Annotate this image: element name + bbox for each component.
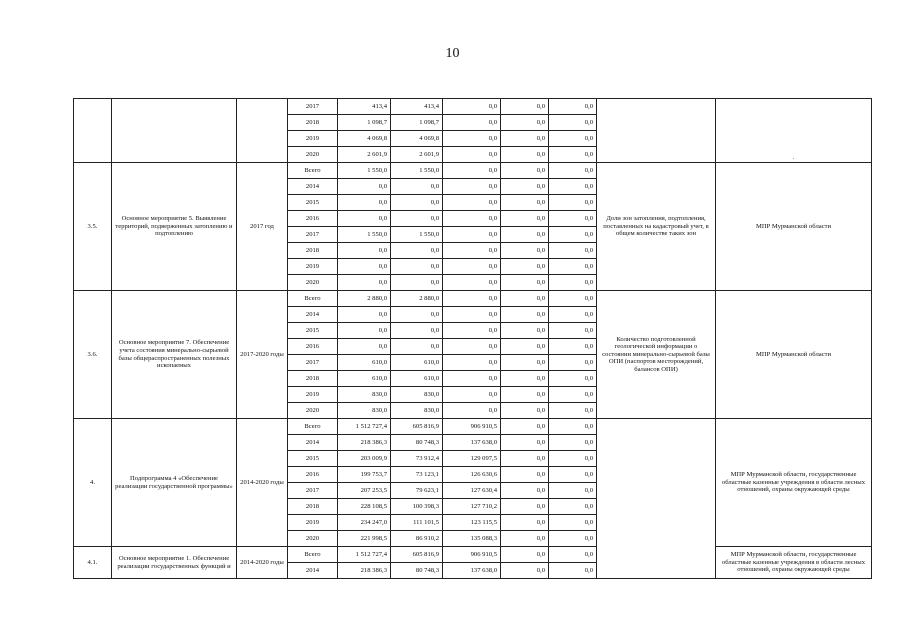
year-cell: 2017 [288,483,338,499]
amount-cell: 0,0 [501,259,549,275]
amount-cell: 0,0 [338,179,391,195]
item-name: Основное мероприятие 1. Обеспечение реализации государственных функций и [112,547,237,579]
item-name: Основное мероприятие 5. Выявление территорий, подверженных затоплению и подтоплению [112,163,237,291]
amount-cell: 0,0 [549,291,597,307]
amount-cell: 0,0 [549,131,597,147]
amount-cell: 100 398,3 [391,499,443,515]
amount-cell: 86 910,2 [391,531,443,547]
amount-cell: 0,0 [501,179,549,195]
amount-cell: 610,0 [391,371,443,387]
amount-cell: 0,0 [501,99,549,115]
amount-cell: 0,0 [501,147,549,163]
item-executor: МПР Мурманской области, государственные областные казенные учреждения в области лесных отношений, охраны окружающей среды [716,547,872,579]
amount-cell: 0,0 [549,419,597,435]
table-row [74,291,872,307]
amount-cell: 0,0 [549,435,597,451]
amount-cell: 0,0 [501,547,549,563]
year-cell: 2018 [288,371,338,387]
amount-cell: 0,0 [549,515,597,531]
amount-cell: 80 748,3 [391,435,443,451]
amount-cell: 0,0 [501,339,549,355]
item-period: 2017-2020 годы [237,291,288,419]
amount-cell: 413,4 [391,99,443,115]
year-cell: 2020 [288,531,338,547]
item-number: 4. [74,419,112,547]
amount-cell: 1 550,0 [391,227,443,243]
amount-cell: 830,0 [391,387,443,403]
amount-cell: 0,0 [501,467,549,483]
item-executor: МПР Мурманской области [716,163,872,291]
table-body [74,99,872,579]
item-executor: МПР Мурманской области [716,291,872,419]
amount-cell: 0,0 [391,339,443,355]
amount-cell: 137 638,0 [443,563,501,579]
amount-cell: 1 550,0 [338,227,391,243]
amount-cell: 0,0 [443,291,501,307]
amount-cell: 605 816,9 [391,547,443,563]
year-cell: 2016 [288,211,338,227]
amount-cell: 199 753,7 [338,467,391,483]
program-table [73,98,872,579]
amount-cell: 0,0 [549,499,597,515]
table-row [74,547,872,563]
amount-cell: 4 069,8 [391,131,443,147]
amount-cell: 1 550,0 [338,163,391,179]
amount-cell: 0,0 [501,163,549,179]
amount-cell: 2 601,9 [391,147,443,163]
amount-cell: 0,0 [501,371,549,387]
amount-cell: 73 912,4 [391,451,443,467]
amount-cell: 0,0 [443,387,501,403]
amount-cell: 4 069,8 [338,131,391,147]
amount-cell: 0,0 [443,355,501,371]
item-number [74,99,112,163]
item-number: 3.6. [74,291,112,419]
amount-cell: 0,0 [338,307,391,323]
item-executor: МПР Мурманской области, государственные областные казенные учреждения в области лесных отношений, охраны окружающей среды [716,419,872,547]
amount-cell: 0,0 [549,195,597,211]
year-cell: Всего [288,419,338,435]
amount-cell: 0,0 [501,483,549,499]
amount-cell: 0,0 [501,115,549,131]
amount-cell: 830,0 [338,387,391,403]
amount-cell: 0,0 [338,339,391,355]
amount-cell: 129 097,5 [443,451,501,467]
amount-cell: 135 088,3 [443,531,501,547]
amount-cell: 0,0 [338,195,391,211]
amount-cell: 0,0 [549,115,597,131]
amount-cell: 0,0 [338,259,391,275]
table-row [74,99,872,115]
amount-cell: 0,0 [443,403,501,419]
year-cell: 2018 [288,243,338,259]
amount-cell: 0,0 [501,563,549,579]
year-cell: 2017 [288,355,338,371]
amount-cell: 0,0 [391,195,443,211]
year-cell: 2015 [288,195,338,211]
amount-cell: 0,0 [391,275,443,291]
amount-cell: 0,0 [501,275,549,291]
amount-cell: 605 816,9 [391,419,443,435]
amount-cell: 203 009,9 [338,451,391,467]
amount-cell: 0,0 [443,307,501,323]
amount-cell: 0,0 [549,147,597,163]
amount-cell: 0,0 [501,307,549,323]
amount-cell: 0,0 [549,531,597,547]
year-cell: 2014 [288,563,338,579]
amount-cell: 0,0 [549,467,597,483]
item-indicator [597,99,716,163]
amount-cell: 0,0 [391,211,443,227]
amount-cell: 0,0 [338,275,391,291]
amount-cell: 0,0 [443,195,501,211]
year-cell: 2019 [288,259,338,275]
amount-cell: 0,0 [501,131,549,147]
amount-cell: 0,0 [391,179,443,195]
amount-cell: 218 386,3 [338,563,391,579]
item-indicator: Доли зон затопления, подтопления, поставленных на кадастровый учет, в общем количестве таких зон [597,163,716,291]
amount-cell: 0,0 [501,291,549,307]
amount-cell: 0,0 [391,307,443,323]
year-cell: 2020 [288,147,338,163]
amount-cell: 0,0 [549,211,597,227]
amount-cell: 610,0 [338,371,391,387]
year-cell: 2017 [288,227,338,243]
amount-cell: 2 880,0 [338,291,391,307]
amount-cell: 0,0 [501,499,549,515]
amount-cell: 126 630,6 [443,467,501,483]
year-cell: 2014 [288,435,338,451]
year-cell: Всего [288,163,338,179]
amount-cell: 0,0 [549,163,597,179]
amount-cell: 0,0 [338,323,391,339]
amount-cell: 830,0 [391,403,443,419]
amount-cell: 0,0 [443,179,501,195]
year-cell: 2019 [288,131,338,147]
amount-cell: 0,0 [549,387,597,403]
item-name [112,99,237,163]
year-cell: 2016 [288,339,338,355]
amount-cell: 0,0 [549,227,597,243]
item-period: 2014-2020 годы [237,419,288,547]
amount-cell: 0,0 [549,243,597,259]
amount-cell: 610,0 [391,355,443,371]
amount-cell: 0,0 [391,243,443,259]
amount-cell: 0,0 [443,275,501,291]
year-cell: 2014 [288,179,338,195]
amount-cell: 0,0 [391,323,443,339]
amount-cell: 1 550,0 [391,163,443,179]
amount-cell: 830,0 [338,403,391,419]
amount-cell: 111 101,5 [391,515,443,531]
amount-cell: 207 253,5 [338,483,391,499]
year-cell: 2019 [288,387,338,403]
item-name: Подпрограмма 4 «Обеспечение реализации государственной программы» [112,419,237,547]
amount-cell: 0,0 [501,355,549,371]
amount-cell: 0,0 [501,531,549,547]
amount-cell: 0,0 [391,259,443,275]
amount-cell: 80 748,3 [391,563,443,579]
amount-cell: 0,0 [443,147,501,163]
amount-cell: 0,0 [501,323,549,339]
amount-cell: 0,0 [549,563,597,579]
year-cell: 2020 [288,275,338,291]
table-row [74,419,872,435]
amount-cell: 0,0 [549,451,597,467]
amount-cell: 221 998,5 [338,531,391,547]
amount-cell: 1 512 727,4 [338,547,391,563]
amount-cell: 2 601,9 [338,147,391,163]
amount-cell: 218 386,3 [338,435,391,451]
amount-cell: 0,0 [501,211,549,227]
amount-cell: 610,0 [338,355,391,371]
amount-cell: 234 247,0 [338,515,391,531]
amount-cell: 0,0 [549,259,597,275]
amount-cell: 906 910,5 [443,419,501,435]
year-cell: 2016 [288,467,338,483]
amount-cell: 0,0 [549,355,597,371]
amount-cell: 0,0 [443,211,501,227]
amount-cell: 0,0 [549,275,597,291]
table-row [74,163,872,179]
item-period: 2017 год [237,163,288,291]
amount-cell: 1 098,7 [391,115,443,131]
amount-cell: 0,0 [443,371,501,387]
item-number: 3.5. [74,163,112,291]
amount-cell: 0,0 [443,339,501,355]
year-cell: Всего [288,291,338,307]
amount-cell: 2 880,0 [391,291,443,307]
amount-cell: 0,0 [338,243,391,259]
page-number: 10 [445,46,460,61]
amount-cell: 0,0 [501,195,549,211]
amount-cell: 228 108,5 [338,499,391,515]
amount-cell: 0,0 [501,403,549,419]
amount-cell: 0,0 [501,387,549,403]
amount-cell: 0,0 [501,227,549,243]
amount-cell: 1 512 727,4 [338,419,391,435]
amount-cell: 0,0 [443,99,501,115]
amount-cell: 0,0 [501,451,549,467]
amount-cell: 0,0 [501,243,549,259]
amount-cell: 0,0 [549,339,597,355]
year-cell: 2020 [288,403,338,419]
item-indicator: Количество подготовленной геологической информации о состоянии минерально-сырьевой базы ОПИ (паспортов месторождений, балансов ОПИ) [597,291,716,419]
amount-cell: 0,0 [549,323,597,339]
amount-cell: 73 123,1 [391,467,443,483]
amount-cell: 1 098,7 [338,115,391,131]
item-number: 4.1. [74,547,112,579]
year-cell: 2014 [288,307,338,323]
amount-cell: 0,0 [443,323,501,339]
amount-cell: 0,0 [549,483,597,499]
amount-cell: 413,4 [338,99,391,115]
amount-cell: 0,0 [501,419,549,435]
year-cell: 2017 [288,99,338,115]
amount-cell: 0,0 [549,179,597,195]
amount-cell: 906 910,5 [443,547,501,563]
year-cell: 2018 [288,499,338,515]
year-cell: 2015 [288,451,338,467]
amount-cell: 123 115,5 [443,515,501,531]
amount-cell: 127 630,4 [443,483,501,499]
year-cell: 2019 [288,515,338,531]
year-cell: 2015 [288,323,338,339]
year-cell: Всего [288,547,338,563]
amount-cell: 0,0 [549,403,597,419]
item-period [237,99,288,163]
top-right-mark: . [716,99,872,163]
amount-cell: 0,0 [443,227,501,243]
amount-cell: 0,0 [501,435,549,451]
amount-cell: 0,0 [549,307,597,323]
year-cell: 2018 [288,115,338,131]
amount-cell: 0,0 [443,115,501,131]
amount-cell: 0,0 [338,211,391,227]
amount-cell: 0,0 [443,259,501,275]
amount-cell: 137 638,0 [443,435,501,451]
amount-cell: 0,0 [443,243,501,259]
amount-cell: 79 623,1 [391,483,443,499]
amount-cell: 0,0 [549,371,597,387]
amount-cell: 0,0 [443,163,501,179]
amount-cell: 0,0 [443,131,501,147]
amount-cell: 127 710,2 [443,499,501,515]
amount-cell: 0,0 [549,99,597,115]
amount-cell: 0,0 [549,547,597,563]
item-name: Основное мероприятие 7. Обеспечение учета состояния минерально-сырьевой базы общераспространенных полезных ископаемых [112,291,237,419]
amount-cell: 0,0 [501,515,549,531]
item-indicator [597,419,716,579]
item-period: 2014-2020 годы [237,547,288,579]
